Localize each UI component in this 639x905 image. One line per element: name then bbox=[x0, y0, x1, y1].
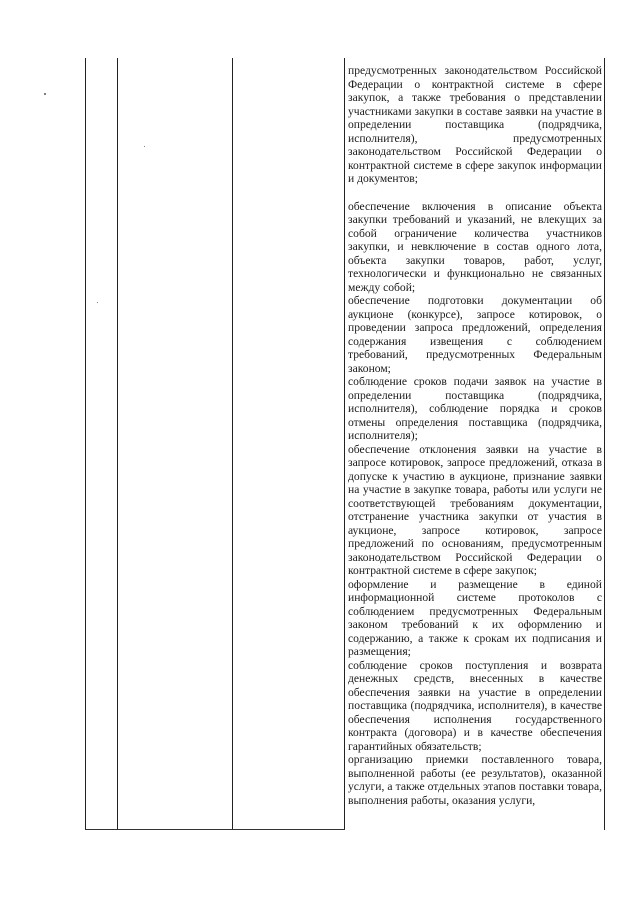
paragraph: соблюдение сроков подачи заявок на участие в определении поставщика (подрядчика, исполнителя), соблюдение порядка и сроков отмены определения поставщика (подрядчика, исполнителя); bbox=[348, 375, 602, 442]
paragraph: соблюдение сроков поступления и возврата денежных средств, внесенных в качестве обеспечения заявки на участие в определении поставщика (подрядчика, исполнителя), в качестве обеспечения исполнения государственного контракта (договора) и в качестве обеспечения гарантийных обязательств; bbox=[348, 658, 602, 753]
table-border-right bbox=[604, 58, 605, 830]
paragraph: обеспечение подготовки документации об аукционе (конкурсе), запросе котировок, о проведении запроса предложений, определения содержания извещения с соблюдением требований, предусмотренных Федеральным законом; bbox=[348, 294, 602, 375]
table-column-divider-2 bbox=[232, 58, 233, 830]
table-cell-text bbox=[348, 64, 602, 807]
paragraph: оформление и размещение в единой информационной системе протоколов с соблюдением предусмотренных Федеральным законом требований к их оформлению и содержанию, а также к срокам их подписания и размещения; bbox=[348, 577, 602, 658]
paragraph: обеспечение отклонения заявки на участие в запросе котировок, запросе предложений, отказа в допуске к участию в аукционе, признание заявки на участие в закупке товара, работы или услуги не соответствующей требованиям документации, отстранение участника закупки от участия в аукционе, запросе котировок, запросе предложений по основаниям, предусмотренным законодательством Российской Федерации о контрактной системе в сфере закупок; bbox=[348, 442, 602, 577]
paragraph: обеспечение включения в описание объекта закупки требований и указаний, не влекущих за собой ограничение количества участников закупки, и невключение в состав одного лота, объекта закупки товаров, работ, услуг, технологически и функционально не связанных между собой; bbox=[348, 199, 602, 294]
scan-speck bbox=[97, 302, 98, 303]
paragraph: организацию приемки поставленного товара, выполненной работы (ее результатов), оказанной услуги, а также отдельных этапов поставки товара, выполнения работы, оказания услуги, bbox=[348, 753, 602, 807]
table-border-left bbox=[85, 58, 86, 830]
table-bottom-rule bbox=[85, 829, 345, 830]
table-column-divider-3 bbox=[344, 58, 345, 830]
paragraph: предусмотренных законодательством Российской Федерации о контрактной системе в сфере закупок, а также требования о представлении участниками закупки в составе заявки на участие в определении поставщика (подрядчика, исполнителя), предусмотренных законодательством Российской Федерации о контрактной системе в сфере закупок информации и документов; bbox=[348, 64, 602, 185]
scan-speck bbox=[44, 93, 46, 95]
scan-speck bbox=[144, 146, 145, 147]
table-column-divider-1 bbox=[117, 58, 118, 830]
